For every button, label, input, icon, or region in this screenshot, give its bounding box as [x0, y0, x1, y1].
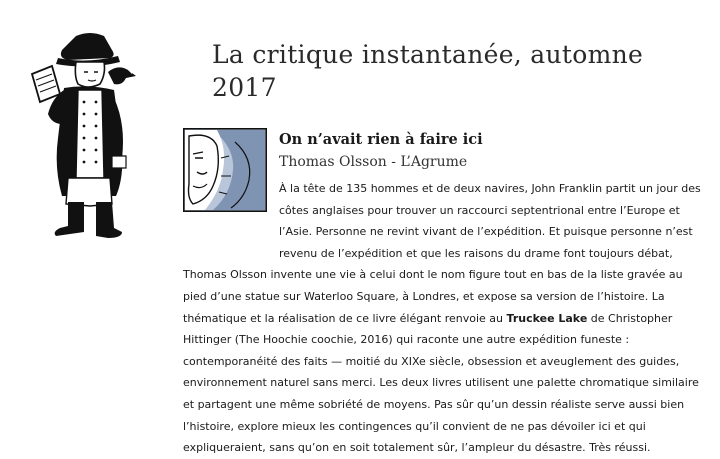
review-body-part1: À la tête de 135 hommes et de deux navires, John Franklin partit un jour des côtes anglaises pour trouver un raccourci septentrional entre l’Europe et l’Asie. Personne ne revint vivant de l’expédition. Et puisque personne n’est revenu de l’expédition et que les raisons du drame font toujours débat, Thomas Olsson invente une vie à celui dont le nom figure tout en bas de la liste gravée au pied d’une statue sur Waterloo Square, à Londres, et expose sa version de l’histoire. La thématique et la réalisation de ce livre élégant renvoie au	[183, 182, 701, 325]
review-title: On n’avait rien à faire ici	[279, 131, 483, 148]
page-title: La critique instantanée, automne 2017	[212, 40, 644, 102]
pirate-reader-illustration-icon	[18, 28, 150, 246]
review-header	[279, 130, 699, 172]
review-body-part2: de Christopher Hittinger (The Hoochie coochie, 2016) qui raconte une autre expédition funeste : contemporanéité des faits — moitié du XIXe siècle, obsession et aveuglement des guides, environnement naturel sans merci. Les deux livres utilisent une palette chromatique similaire et partagent une même sobriété de moyens. Pas sûr qu’un dessin réaliste serve aussi bien l’histoire, explore mieux les contingences qu’il convient de ne pas dévoiler ici et qui expliqueraient, sans qu’on en soit totalement sûr, l’ampleur du désastre. Très réussi.	[183, 311, 699, 455]
truckee-lake-link[interactable]: Truckee Lake	[506, 311, 588, 325]
book-cover-face-illustration-icon	[183, 128, 267, 212]
review-author-publisher: Thomas Olsson - L’Agrume	[279, 154, 468, 170]
review-entry	[183, 128, 703, 459]
